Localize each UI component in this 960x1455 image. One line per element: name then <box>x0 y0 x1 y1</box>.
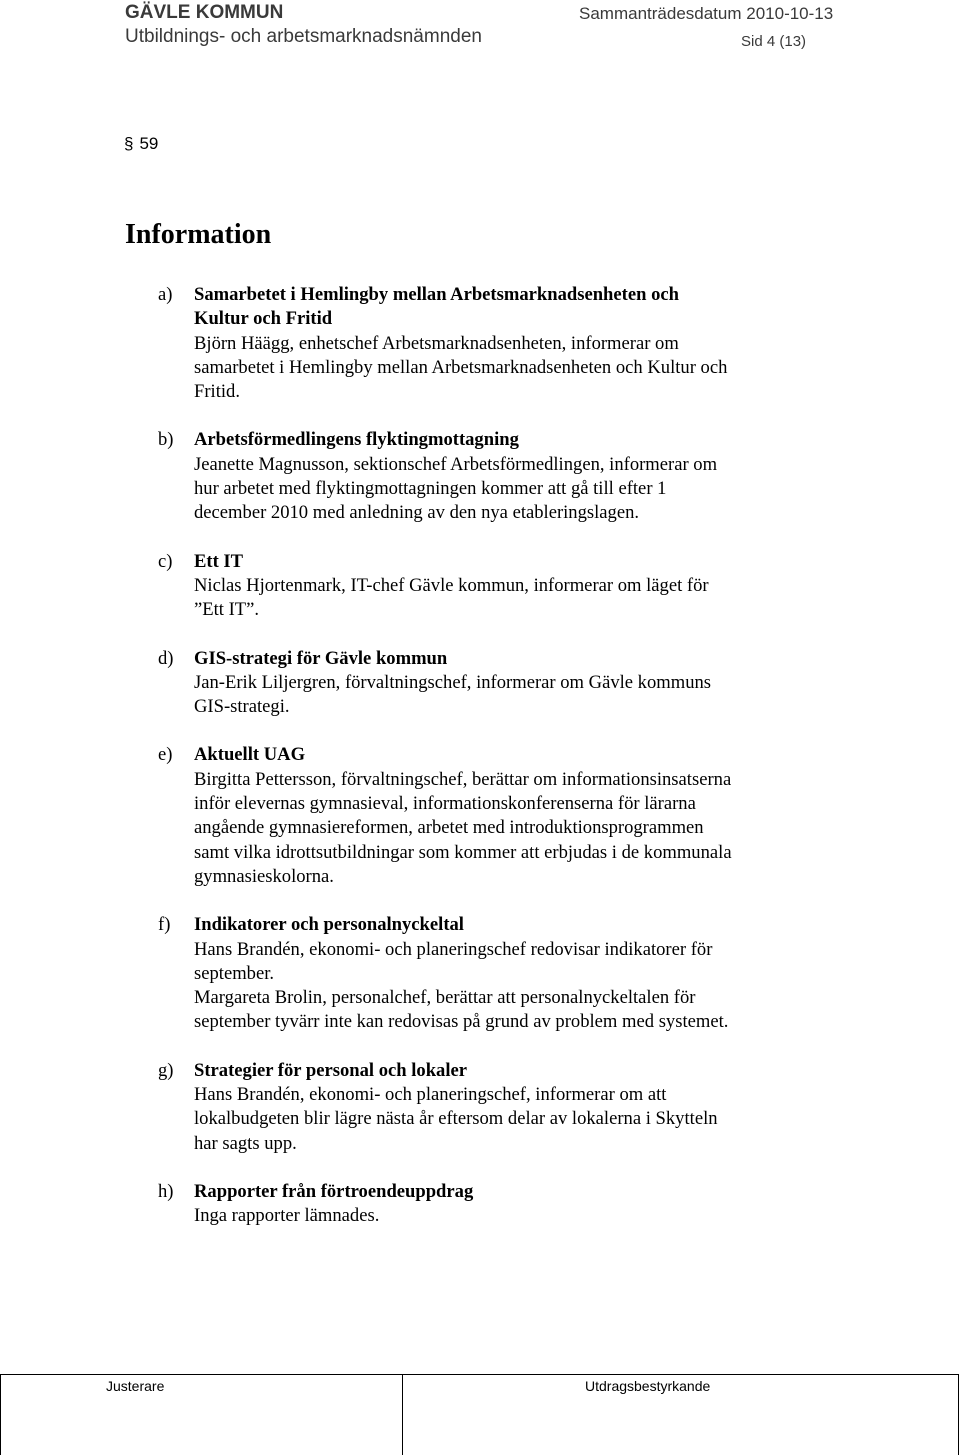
list-item <box>0 1180 960 1229</box>
item-title: Rapporter från förtroendeuppdrag <box>194 1180 474 1202</box>
item-label: f) <box>158 914 171 936</box>
adjuster-label: Justerare <box>106 1378 165 1394</box>
item-text-line: har sagts upp. <box>194 1132 297 1154</box>
item-title: Aktuellt UAG <box>194 744 306 766</box>
item-body <box>194 550 834 623</box>
item-text-line: Hans Brandén, ekonomi- och planeringschef, informerar om att <box>194 1084 667 1106</box>
extract-certification-label: Utdragsbestyrkande <box>585 1378 711 1394</box>
item-text-line: gymnasieskolorna. <box>194 865 334 887</box>
item-body <box>194 1180 834 1229</box>
item-text-line: Inga rapporter lämnades. <box>194 1205 380 1227</box>
list-item <box>0 743 960 889</box>
section-number <box>124 134 158 154</box>
item-label: d) <box>158 647 174 669</box>
item-text-line: september. <box>194 962 275 984</box>
list-item <box>0 428 960 525</box>
item-body <box>194 647 834 720</box>
page-title: Information <box>125 219 272 250</box>
item-text-line: Björn Häägg, enhetschef Arbetsmarknadsenheten, informerar om <box>194 332 679 354</box>
item-body <box>194 913 834 1034</box>
item-text-line: Hans Brandén, ekonomi- och planeringschef redovisar indikatorer för <box>194 938 713 960</box>
footer-divider-vertical <box>0 1374 1 1455</box>
item-body <box>194 428 834 525</box>
item-text-line: ”Ett IT”. <box>194 599 260 621</box>
item-text-line: Fritid. <box>194 381 240 403</box>
list-item <box>0 283 960 404</box>
meeting-date: Sammanträdesdatum 2010-10-13 <box>579 4 834 23</box>
item-text-line: lokalbudgeten blir lägre nästa år eftersom delar av lokalerna i Skytteln <box>194 1108 718 1130</box>
item-text-line: GIS-strategi. <box>194 696 290 718</box>
item-title: Arbetsförmedlingens flyktingmottagning <box>194 429 519 451</box>
item-text-line: Birgitta Pettersson, förvaltningschef, berättar om informationsinsatserna <box>194 768 732 790</box>
item-text-line: samt vilka idrottsutbildningar som kommer att erbjudas i de kommunala <box>194 841 732 863</box>
organization-name: GÄVLE KOMMUN <box>125 2 284 23</box>
list-item <box>0 550 960 623</box>
item-text-line: angående gymnasiereformen, arbetet med introduktionsprogrammen <box>194 817 704 839</box>
item-text-line: Niclas Hjortenmark, IT-chef Gävle kommun, informerar om läget för <box>194 574 709 596</box>
committee-name: Utbildnings- och arbetsmarknadsnämnden <box>125 26 482 47</box>
item-title: Samarbetet i Hemlingby mellan Arbetsmarknadsenheten och <box>194 284 679 305</box>
item-title: Ett IT <box>194 550 244 572</box>
item-label: h) <box>158 1180 174 1202</box>
item-text-line: december 2010 med anledning av den nya etableringslagen. <box>194 502 640 524</box>
item-body <box>194 1059 834 1156</box>
item-text-line: hur arbetet med flyktingmottagningen kommer att gå till efter 1 <box>194 478 667 500</box>
information-list <box>0 283 960 1253</box>
item-title: Kultur och Fritid <box>194 308 333 330</box>
list-item <box>0 913 960 1034</box>
paragraph-symbol: § <box>124 134 134 153</box>
item-text-line: Jeanette Magnusson, sektionschef Arbetsförmedlingen, informerar om <box>194 453 718 475</box>
item-label: b) <box>158 429 174 451</box>
item-label: g) <box>158 1059 174 1081</box>
page-number: Sid 4 (13) <box>741 33 807 50</box>
list-item <box>0 1059 960 1156</box>
item-text-line: Margareta Brolin, personalchef, berättar att personalnyckeltalen för <box>194 987 696 1009</box>
list-item <box>0 647 960 720</box>
item-text-line: inför elevernas gymnasieval, informationskonferenserna för lärarna <box>194 793 696 815</box>
item-body <box>194 743 834 889</box>
item-label: e) <box>158 744 173 766</box>
footer-divider-vertical <box>402 1374 403 1455</box>
item-text-line: Jan-Erik Liljergren, förvaltningschef, informerar om Gävle kommuns <box>194 671 712 693</box>
item-text-line: september tyvärr inte kan redovisas på grund av problem med systemet. <box>194 1011 729 1033</box>
footer-divider-vertical <box>958 1374 959 1455</box>
item-text-line: samarbetet i Hemlingby mellan Arbetsmarknadsenheten och Kultur och <box>194 356 728 378</box>
item-label: a) <box>158 284 173 305</box>
item-title: GIS-strategi för Gävle kommun <box>194 647 448 669</box>
item-label: c) <box>158 550 173 572</box>
footer-divider <box>0 1374 958 1375</box>
item-body <box>194 283 834 404</box>
item-title: Indikatorer och personalnyckeltal <box>194 914 464 936</box>
item-title: Strategier för personal och lokaler <box>194 1059 468 1081</box>
section-number-value: 59 <box>139 134 159 153</box>
